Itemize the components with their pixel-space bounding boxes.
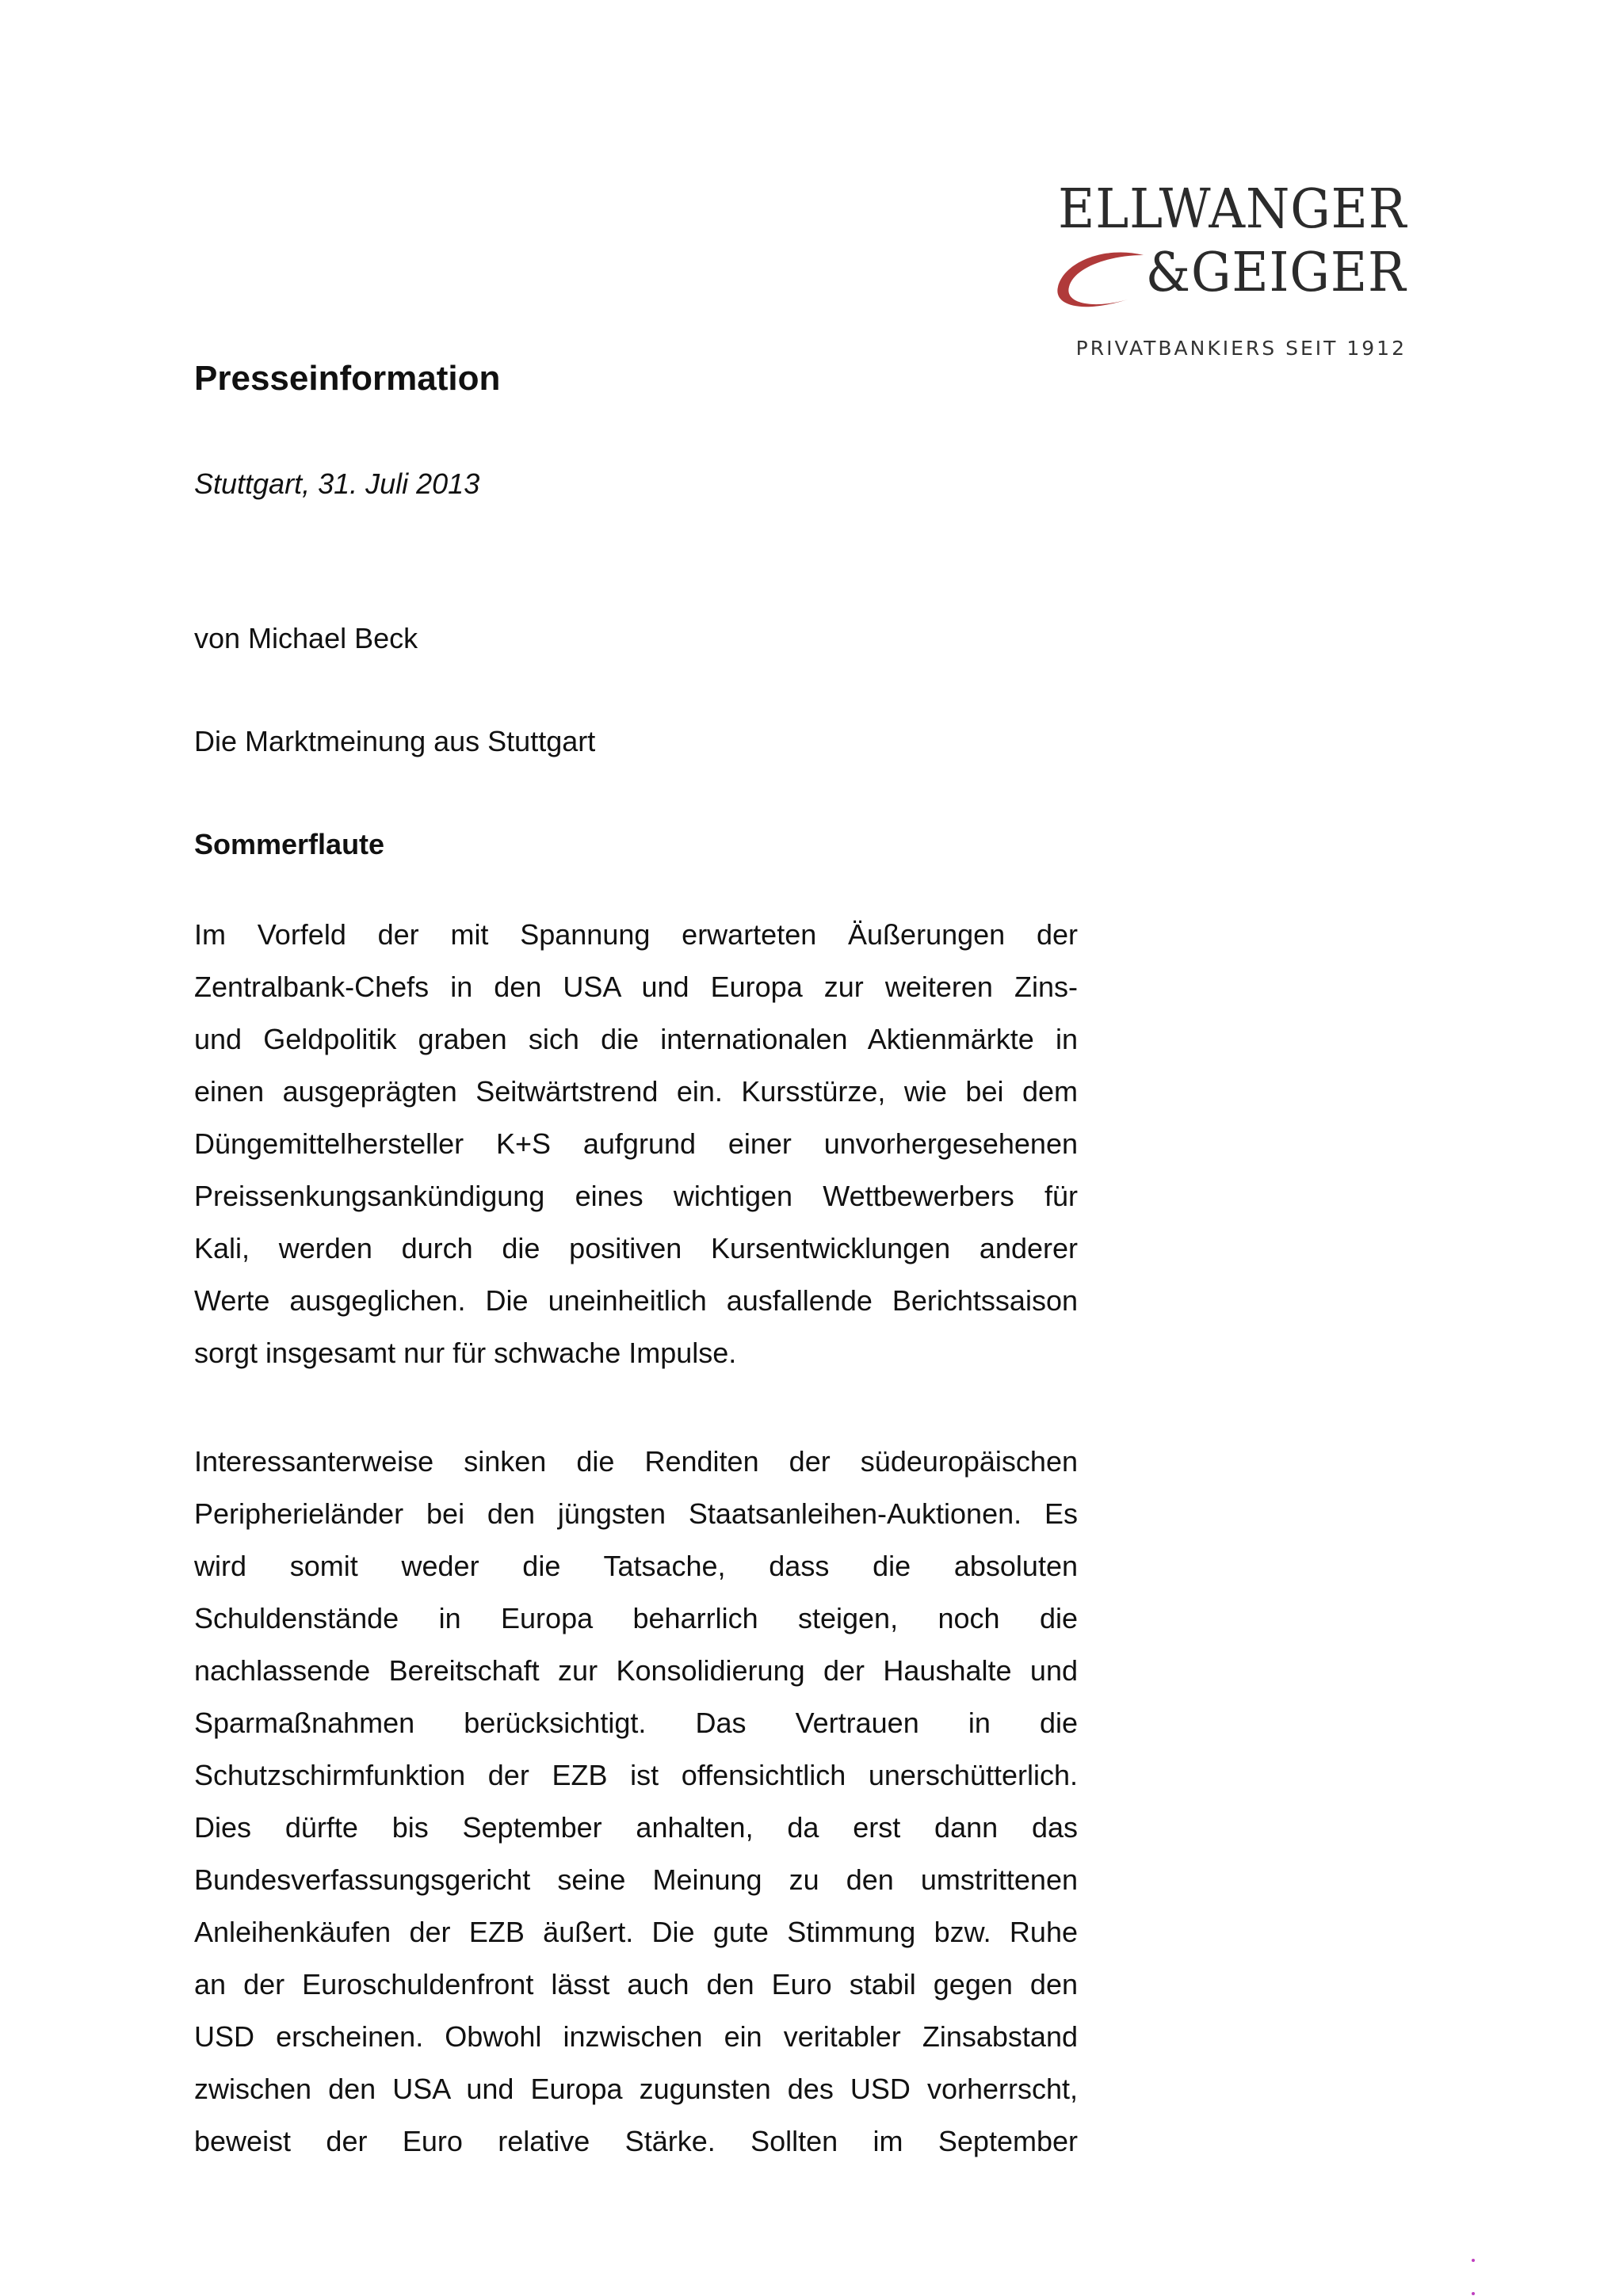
paragraph-line: Sparmaßnahmen berücksichtigt. Das Vertrauen in die: [194, 1707, 1078, 1739]
paragraph-line: zwischen den USA und Europa zugunsten des USD vorherrscht,: [194, 2073, 1078, 2105]
logo-line-geiger: &GEIGER: [1146, 242, 1407, 304]
paragraph-line: einen ausgeprägten Seitwärtstrend ein. Kursstürze, wie bei dem: [194, 1075, 1078, 1108]
paragraph-line: Bundesverfassungsgericht seine Meinung zu den umstrittenen: [194, 1863, 1078, 1896]
paragraph-line: USD erscheinen. Obwohl inzwischen ein veritabler Zinsabstand: [194, 2020, 1078, 2053]
paragraph-line: an der Euroschuldenfront lässt auch den Euro stabil gegen den: [194, 1968, 1078, 2000]
paragraph-line: Peripherieländer bei den jüngsten Staatsanleihen-Auktionen. Es: [194, 1497, 1078, 1530]
corner-mark: [1472, 2259, 1475, 2262]
paragraph-line: Dies dürfte bis September anhalten, da erst dann das: [194, 1811, 1078, 1844]
paragraph-line: Preissenkungsankündigung eines wichtigen Wettbewerbers für: [194, 1180, 1078, 1212]
paragraph-line: wird somit weder die Tatsache, dass die absoluten: [194, 1550, 1078, 1582]
paragraph-line: beweist der Euro relative Stärke. Sollten im September: [194, 2125, 1078, 2157]
document-title: Presseinformation: [194, 359, 501, 398]
paragraph-line: Schuldenstände in Europa beharrlich steigen, noch die: [194, 1602, 1078, 1634]
paragraph-line: sorgt insgesamt nur für schwache Impulse.: [194, 1337, 737, 1369]
document-date: Stuttgart, 31. Juli 2013: [194, 467, 480, 500]
paragraph-line: Interessanterweise sinken die Renditen der südeuropäischen: [194, 1445, 1078, 1478]
body-paragraph-2: [194, 1436, 1078, 2168]
paragraph-line: Zentralbank-Chefs in den USA und Europa zur weiteren Zins-: [194, 971, 1078, 1003]
paragraph-line: nachlassende Bereitschaft zur Konsolidierung der Haushalte und: [194, 1654, 1078, 1687]
paragraph-line: Im Vorfeld der mit Spannung erwarteten Äußerungen der: [194, 918, 1078, 951]
paragraph-line: Düngemittelhersteller K+S aufgrund einer unvorhergesehenen: [194, 1127, 1078, 1160]
logo-line-ellwanger: ELLWANGER: [1057, 178, 1407, 241]
article-headline: Sommerflaute: [194, 828, 385, 860]
paragraph-line: Werte ausgeglichen. Die uneinheitlich ausfallende Berichtssaison: [194, 1284, 1078, 1317]
paragraph-line: Kali, werden durch die positiven Kursentwicklungen anderer: [194, 1232, 1078, 1264]
logo-tagline: PRIVATBANKIERS SEIT 1912: [1075, 337, 1407, 360]
corner-mark: [1472, 2292, 1475, 2295]
body-paragraph-1: [194, 909, 1078, 1379]
paragraph-line: Anleihenkäufen der EZB äußert. Die gute Stimmung bzw. Ruhe: [194, 1916, 1078, 1948]
logo-swoosh-icon: [1050, 246, 1149, 317]
paragraph-line: und Geldpolitik graben sich die internationalen Aktienmärkte in: [194, 1023, 1078, 1055]
paragraph-line: Schutzschirmfunktion der EZB ist offensichtlich unerschütterlich.: [194, 1759, 1078, 1791]
document-series: Die Marktmeinung aus Stuttgart: [194, 725, 596, 757]
bank-logo: [1030, 178, 1426, 376]
document-author: von Michael Beck: [194, 622, 418, 654]
